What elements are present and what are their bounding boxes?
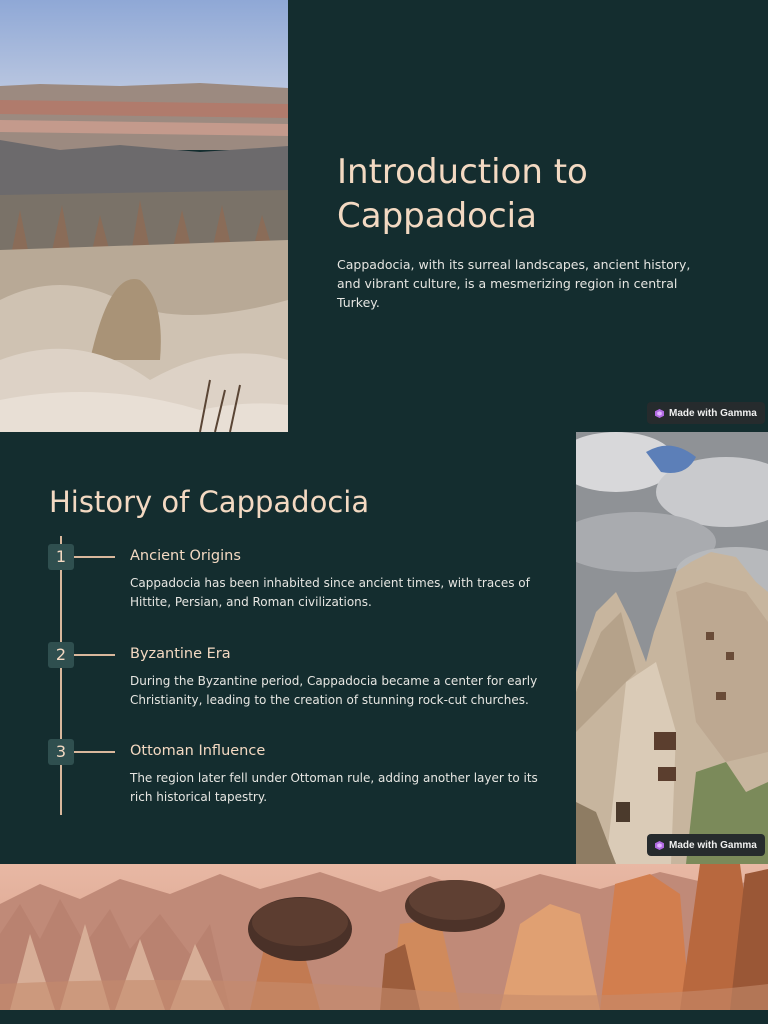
timeline-item bbox=[48, 739, 548, 819]
timeline-connector bbox=[74, 556, 115, 558]
timeline-number: 1 bbox=[48, 544, 74, 570]
slide-introduction bbox=[0, 0, 768, 432]
timeline-item bbox=[48, 544, 548, 624]
timeline-text: The region later fell under Ottoman rule, adding another layer to its rich historical tapestry. bbox=[130, 771, 538, 804]
timeline-heading: Ancient Origins bbox=[130, 548, 241, 564]
fairy-chimneys-image bbox=[0, 864, 768, 1010]
timeline-number: 2 bbox=[48, 642, 74, 668]
timeline-text: Cappadocia has been inhabited since ancient times, with traces of Hittite, Persian, and Roman civilizations. bbox=[130, 576, 530, 609]
timeline-connector bbox=[74, 751, 115, 753]
badge-label: Made with Gamma bbox=[669, 839, 757, 851]
timeline-heading: Ottoman Influence bbox=[130, 743, 266, 759]
slide-description: Cappadocia, with its surreal landscapes, ancient history, and vibrant culture, is a mesmerizing region in central Turkey. bbox=[337, 257, 691, 310]
badge-label: Made with Gamma bbox=[669, 407, 757, 419]
slide-history bbox=[0, 432, 768, 864]
timeline-item bbox=[48, 642, 548, 722]
gamma-logo-icon bbox=[655, 841, 664, 850]
slide-title: Introduction to Cappadocia bbox=[337, 152, 588, 236]
made-with-gamma-badge[interactable] bbox=[647, 834, 765, 856]
rock-castle-image bbox=[576, 432, 768, 864]
cappadocia-valley-image bbox=[0, 0, 288, 432]
gamma-logo-icon bbox=[655, 409, 664, 418]
timeline-connector bbox=[74, 654, 115, 656]
timeline-heading: Byzantine Era bbox=[130, 646, 231, 662]
made-with-gamma-badge[interactable] bbox=[647, 402, 765, 424]
slide-title: History of Cappadocia bbox=[49, 485, 370, 519]
timeline-text: During the Byzantine period, Cappadocia became a center for early Christianity, leading to the creation of stunning rock-cut churches. bbox=[130, 674, 538, 707]
timeline-number: 3 bbox=[48, 739, 74, 765]
